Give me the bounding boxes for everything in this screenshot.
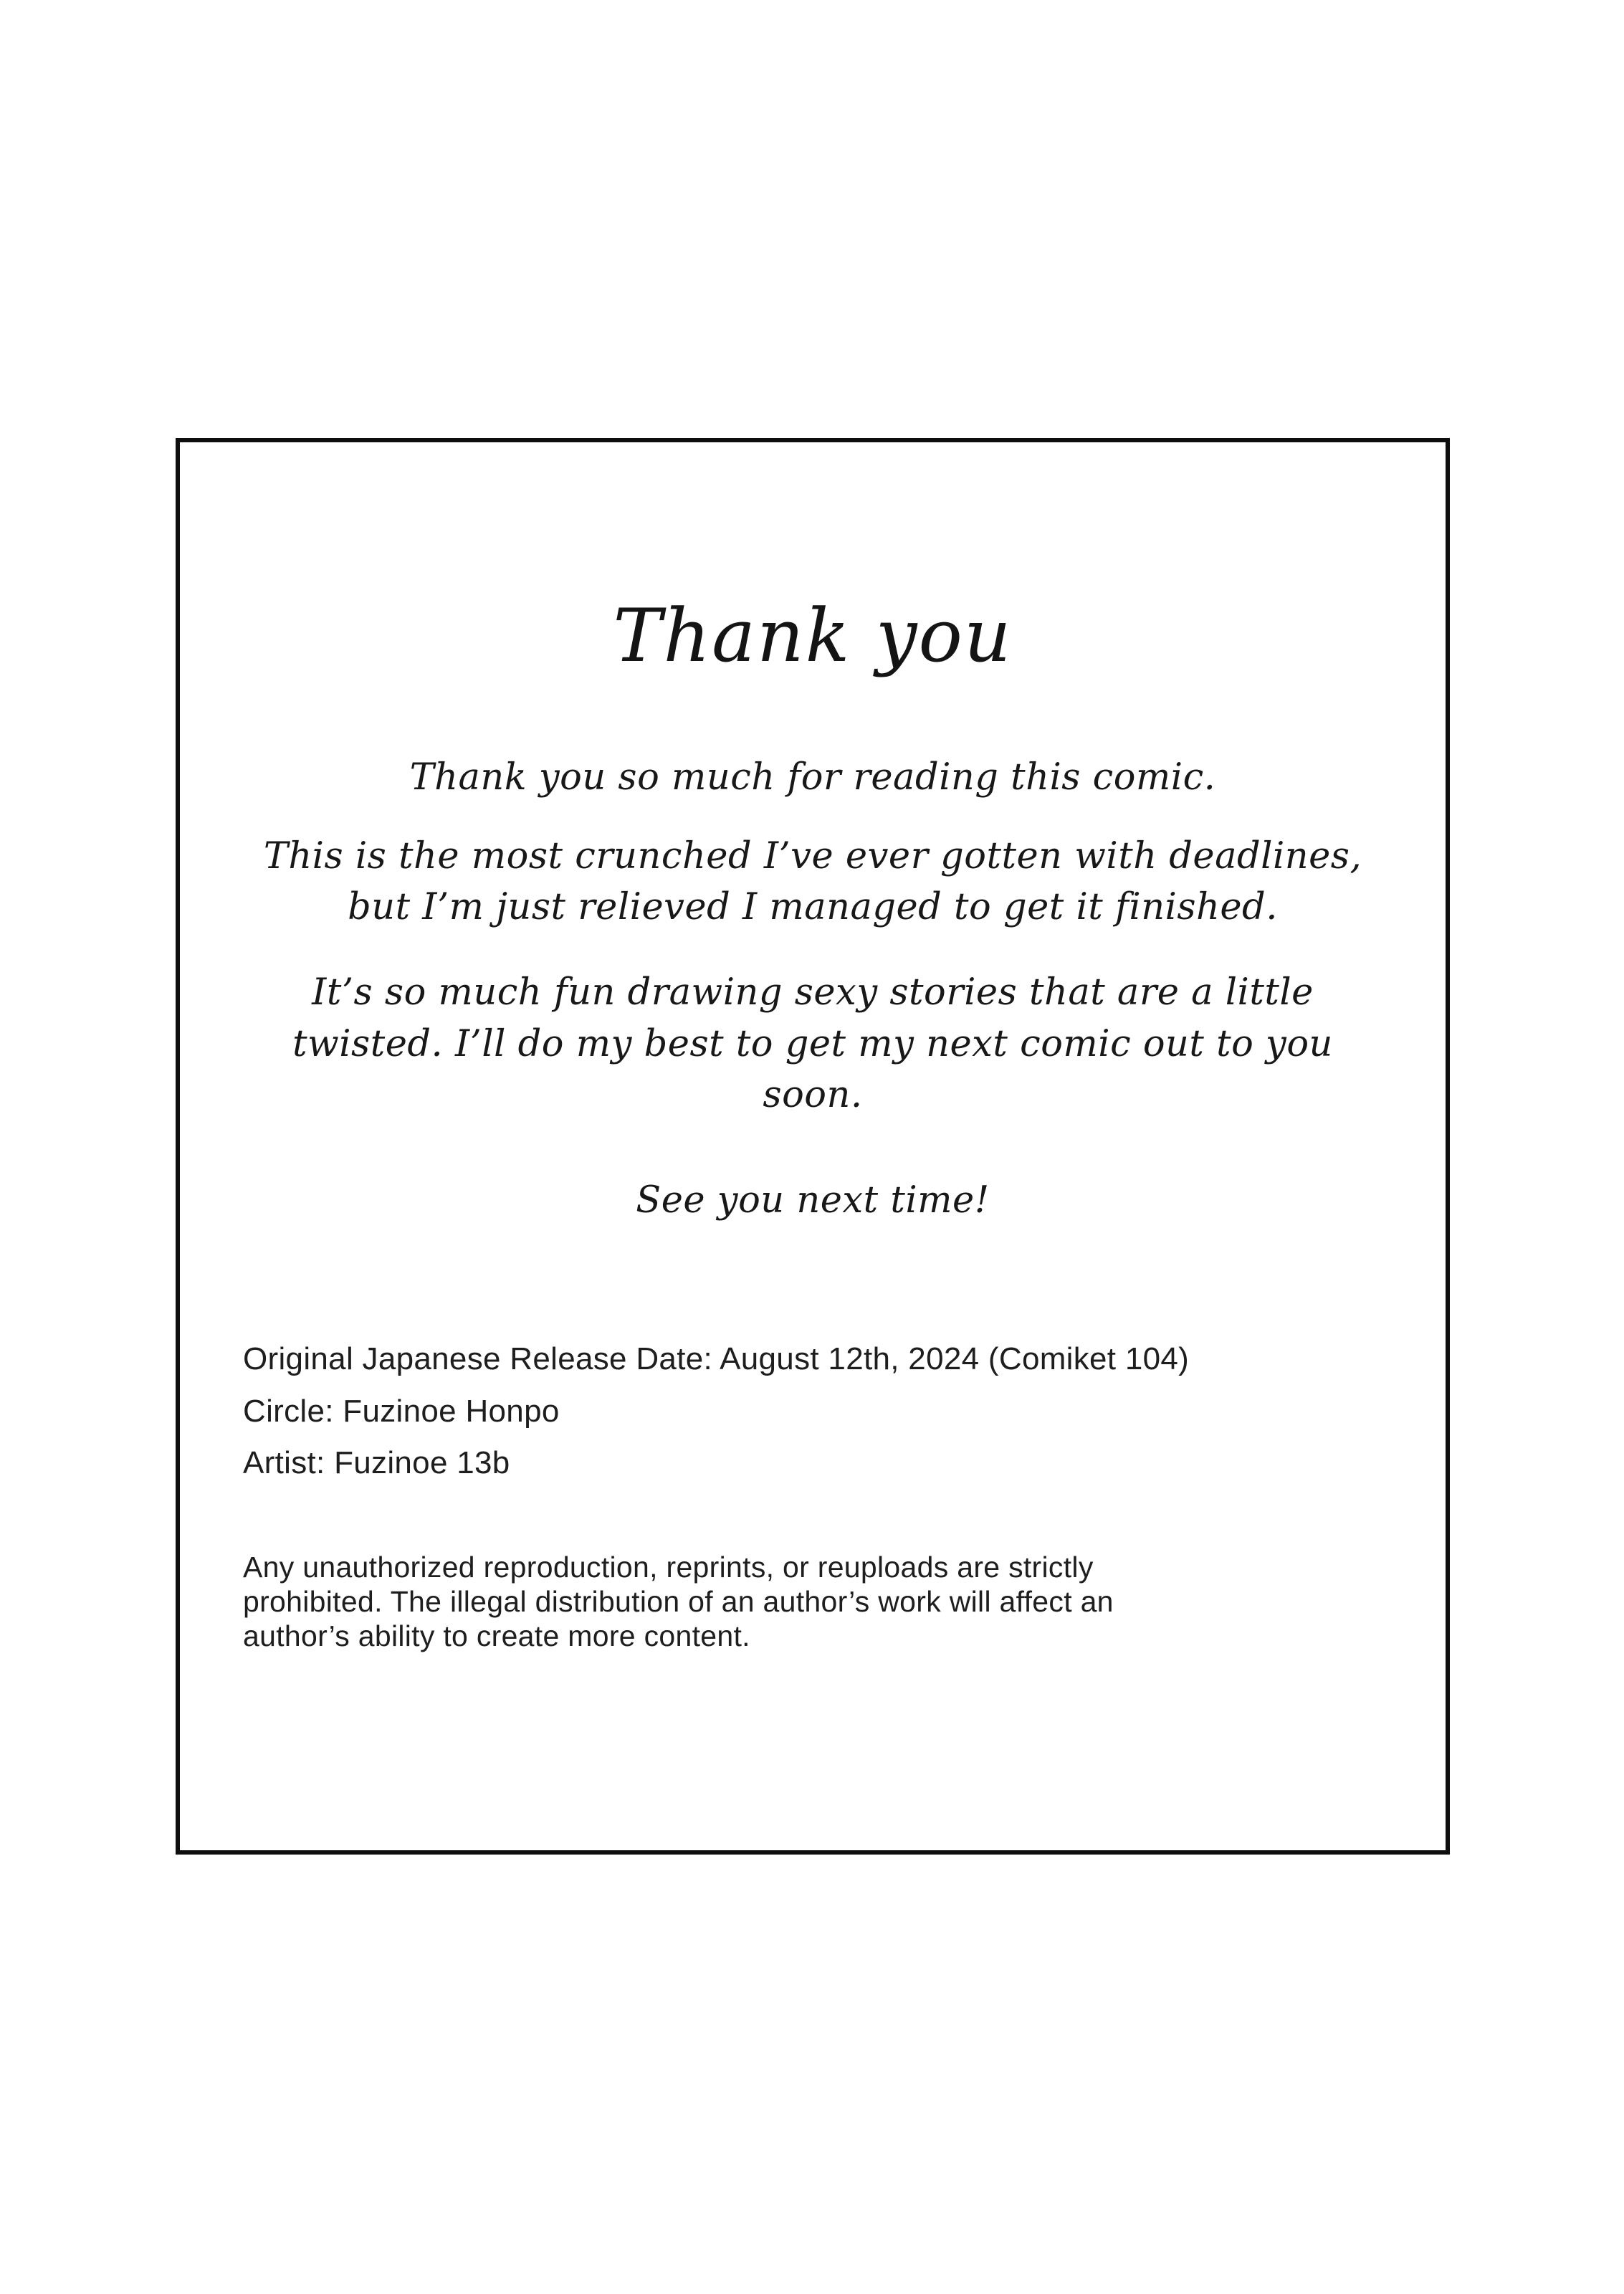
paragraph-line: It’s so much fun drawing sexy stories that are a little <box>312 971 1314 1014</box>
disclaimer-line: prohibited. The illegal distribution of an author’s work will affect an <box>243 1584 1114 1618</box>
paragraph-line: This is the most crunched I’ve ever gotten with deadlines, <box>263 834 1362 877</box>
disclaimer-line: Any unauthorized reproduction, reprints, or reuploads are strictly <box>243 1550 1094 1584</box>
disclaimer-line: author’s ability to create more content. <box>243 1619 750 1652</box>
paragraph-deadlines <box>213 831 1413 933</box>
paragraph-line: Thank you so much for reading this comic. <box>409 756 1216 799</box>
page-title: Thank you <box>613 594 1013 679</box>
paragraph-next-comic <box>213 967 1413 1120</box>
afterword-box <box>176 438 1450 1855</box>
paragraph-line: soon. <box>763 1074 863 1117</box>
info-line-artist: Artist: Fuzinoe 13b <box>243 1445 510 1481</box>
paragraph-line: twisted. I’ll do my best to get my next comic out to you <box>292 1022 1333 1065</box>
paragraph-line: but I’m just relieved I managed to get it finished. <box>348 885 1278 928</box>
info-line-circle: Circle: Fuzinoe Honpo <box>243 1393 560 1429</box>
release-info <box>213 1333 1413 1490</box>
info-line-release-date: Original Japanese Release Date: August 12th, 2024 (Comiket 104) <box>243 1341 1190 1376</box>
paragraph-line: See you next time! <box>636 1179 990 1222</box>
afterword-content <box>180 442 1446 1850</box>
paragraph-see-you <box>213 1175 1413 1226</box>
paragraph-thanks <box>213 752 1413 803</box>
copyright-disclaimer <box>213 1551 1413 1654</box>
